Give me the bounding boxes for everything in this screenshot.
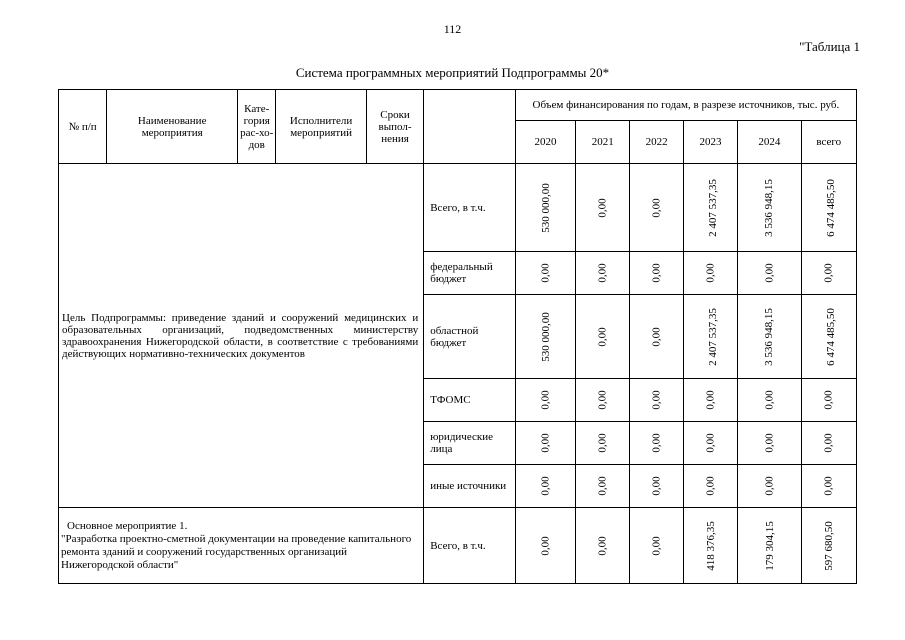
value-cell: 0,00 xyxy=(822,390,835,410)
value-cell: 6 474 485,50 xyxy=(824,307,837,366)
header-year-2020: 2020 xyxy=(515,121,575,164)
value-cell: 530 000,00 xyxy=(539,182,552,233)
value-cell: 530 000,00 xyxy=(539,311,552,362)
source-label: юридические лица xyxy=(424,422,516,465)
source-label: Всего, в т.ч. xyxy=(424,164,516,252)
value-cell: 0,00 xyxy=(822,476,835,496)
header-name: Наименование мероприятия xyxy=(107,90,238,164)
value-cell: 0,00 xyxy=(539,263,552,283)
program-activities-table xyxy=(58,89,857,584)
value-cell: 2 407 537,35 xyxy=(706,307,719,366)
goal-cell xyxy=(59,164,424,508)
value-cell: 0,00 xyxy=(596,476,609,496)
header-num: № п/п xyxy=(59,90,107,164)
page-number: 112 xyxy=(443,22,462,36)
value-cell: 6 474 485,50 xyxy=(824,178,837,237)
value-cell: 0,00 xyxy=(596,390,609,410)
source-label: ТФОМС xyxy=(424,379,516,422)
source-label: федеральный бюджет xyxy=(424,252,516,295)
header-year-2021: 2021 xyxy=(576,121,630,164)
value-cell: 0,00 xyxy=(650,476,663,496)
value-cell: 0,00 xyxy=(704,263,717,283)
value-cell: 0,00 xyxy=(763,476,776,496)
value-cell: 0,00 xyxy=(650,263,663,283)
value-cell: 0,00 xyxy=(596,263,609,283)
header-year-2024: 2024 xyxy=(738,121,801,164)
value-cell: 0,00 xyxy=(650,390,663,410)
header-year-2022: 2022 xyxy=(630,121,683,164)
table-row xyxy=(59,164,857,252)
header-year-2023: 2023 xyxy=(683,121,737,164)
value-cell: 3 536 948,15 xyxy=(763,178,776,237)
value-cell: 0,00 xyxy=(539,433,552,453)
header-funding: Объем финансирования по годам, в разрезе источников, тыс. руб. xyxy=(515,90,856,121)
value-cell: 0,00 xyxy=(763,390,776,410)
value-cell: 0,00 xyxy=(704,390,717,410)
header-source-blank xyxy=(424,90,516,164)
value-cell: 0,00 xyxy=(763,263,776,283)
value-cell: 0,00 xyxy=(539,390,552,410)
source-label: областной бюджет xyxy=(424,295,516,379)
value-cell: 418 376,35 xyxy=(704,520,717,571)
table-row xyxy=(59,508,857,584)
event-cell xyxy=(59,508,424,584)
table-reference: "Таблица 1 xyxy=(799,39,860,54)
value-cell: 0,00 xyxy=(650,535,663,556)
value-cell: 0,00 xyxy=(704,476,717,496)
value-cell: 0,00 xyxy=(763,433,776,453)
value-cell: 0,00 xyxy=(596,197,609,218)
value-cell: 0,00 xyxy=(539,476,552,496)
value-cell: 597 680,50 xyxy=(822,520,835,571)
value-cell: 0,00 xyxy=(822,433,835,453)
header-terms: Сроки выпол-нения xyxy=(366,90,423,164)
value-cell: 0,00 xyxy=(822,263,835,283)
source-label: иные источники xyxy=(424,465,516,508)
event-title: Основное мероприятие 1. xyxy=(67,519,188,532)
header-total: всего xyxy=(801,121,856,164)
value-cell: 0,00 xyxy=(596,326,609,347)
value-cell: 3 536 948,15 xyxy=(763,307,776,366)
table-caption: Система программных мероприятий Подпрограммы 20* xyxy=(295,65,610,80)
value-cell: 0,00 xyxy=(650,326,663,347)
value-cell: 0,00 xyxy=(704,433,717,453)
value-cell: 179 304,15 xyxy=(763,520,776,571)
goal-text: Цель Подпрограммы: приведение зданий и сооружений медицинских и образовательных организаций, подведомственных министерству здравоохранения Нижегородской области, в соответствие с требованиями действующих нормативно-технических документов xyxy=(62,311,419,360)
value-cell: 2 407 537,35 xyxy=(706,178,719,237)
header-executors: Исполнители мероприятий xyxy=(276,90,367,164)
value-cell: 0,00 xyxy=(596,535,609,556)
header-category: Кате-гория рас-хо-дов xyxy=(238,90,276,164)
source-label: Всего, в т.ч. xyxy=(424,508,516,584)
value-cell: 0,00 xyxy=(650,197,663,218)
value-cell: 0,00 xyxy=(650,433,663,453)
value-cell: 0,00 xyxy=(596,433,609,453)
event-description: "Разработка проектно-сметной документации на проведение капитального ремонта зданий и сооружений государственных организаций Нижегородской области" xyxy=(61,532,412,571)
value-cell: 0,00 xyxy=(539,535,552,556)
